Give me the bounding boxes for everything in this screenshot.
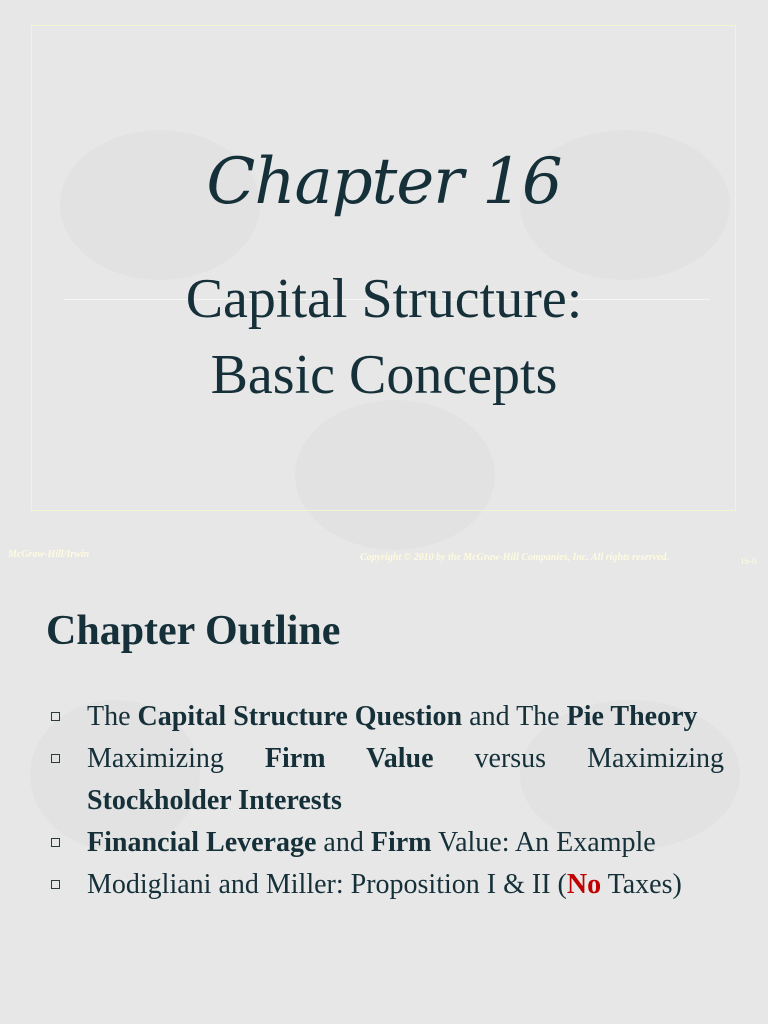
item-text: Taxes) — [601, 869, 682, 900]
subtitle-line: Basic Concepts — [210, 343, 558, 406]
copyright-footer: Copyright © 2010 by the McGraw-Hill Companies, Inc. All rights reserved. — [360, 552, 670, 563]
chapter-subtitle — [0, 262, 768, 413]
outline-item — [0, 822, 768, 864]
outline-heading: Chapter Outline — [46, 608, 341, 654]
page-number: 16-0 — [740, 556, 757, 566]
item-bold-text: Stockholder Interests — [87, 785, 342, 816]
item-bold-text: Capital Structure Question — [137, 701, 463, 732]
item-text: Value: An Example — [431, 827, 656, 858]
square-bullet-icon — [51, 880, 60, 889]
item-highlight-text: No — [566, 869, 602, 900]
outline-list — [0, 696, 768, 906]
item-bold-text: Financial Leverage — [87, 827, 317, 858]
outline-item — [0, 864, 768, 906]
outline-item — [0, 738, 768, 822]
item-text: The — [87, 701, 138, 732]
item-text: Modigliani and Miller: Proposition I & II ( — [87, 869, 567, 900]
square-bullet-icon — [51, 712, 60, 721]
item-text: Maximizing — [87, 743, 265, 774]
chapter-title: Chapter 16 — [206, 145, 562, 219]
item-text: versus Maximizing — [433, 743, 724, 774]
publisher-footer: McGraw-Hill/Irwin — [8, 549, 90, 560]
item-bold-text: Firm Value — [264, 743, 434, 774]
item-bold-text: Pie Theory — [566, 701, 698, 732]
item-text: and — [316, 827, 371, 858]
square-bullet-icon — [51, 754, 60, 763]
subtitle-line: Capital Structure: — [185, 268, 583, 330]
item-bold-text: Firm — [370, 827, 432, 858]
item-text: and The — [462, 701, 567, 732]
outline-item — [0, 696, 768, 738]
square-bullet-icon — [51, 838, 60, 847]
